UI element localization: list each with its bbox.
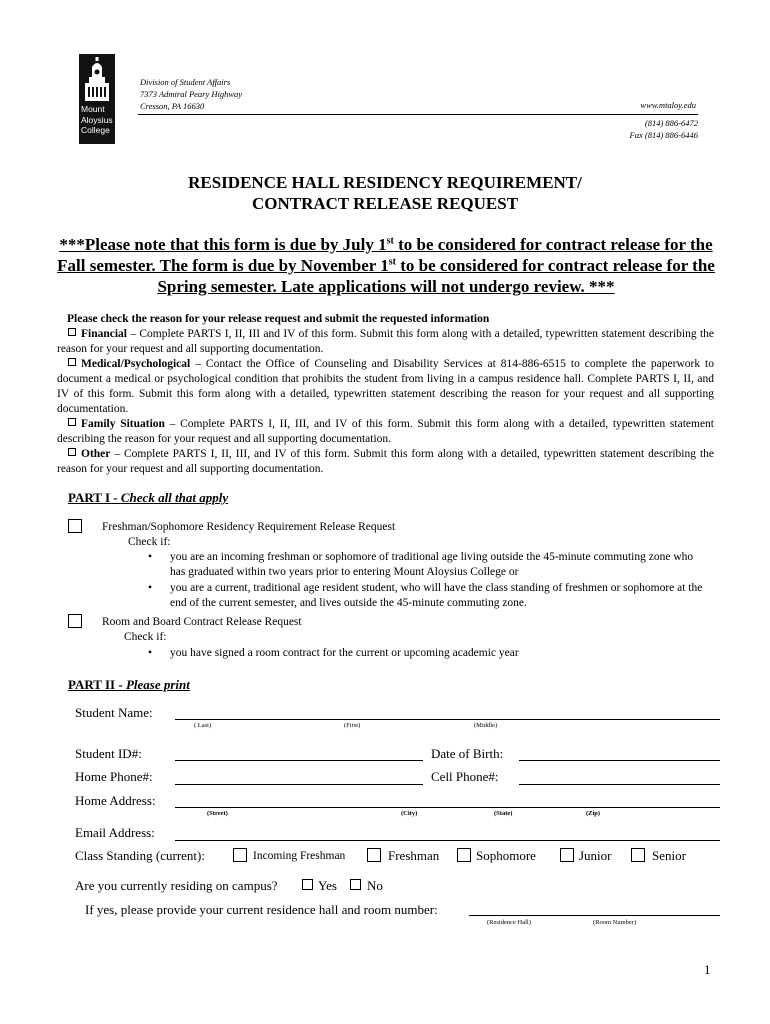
criteria-bullet: • you are an incoming freshman or sophomore of traditional age living outside the 45-minute commuting zone who has graduated within two years prior to entering Mount Aloysius College or — [170, 550, 710, 580]
criteria-bullet: • you are a current, traditional age resident student, who will have the class standing of freshmen or sophomore at the end of the current semester, and lives outside the 45-minute commuting zone. — [170, 581, 710, 611]
reason-text: – Complete PARTS I, II, III, and IV of this form. Submit this form along with a detailed, typewritten statement describing the reason for your request and all supporting documentation. — [57, 448, 714, 475]
home-address-field[interactable] — [175, 807, 720, 808]
phone-number: (814) 886-6472 — [644, 118, 698, 128]
check-if-label: Check if: — [128, 536, 171, 548]
yes-checkbox[interactable] — [302, 879, 313, 890]
sub-city: (City) — [401, 810, 418, 817]
senior-label: Senior — [652, 848, 686, 863]
family-checkbox[interactable] — [68, 418, 76, 426]
logo-wordmark — [79, 104, 115, 136]
incoming-freshman-label: Incoming Freshman — [253, 850, 346, 862]
no-checkbox[interactable] — [350, 879, 361, 890]
form-title-line1: RESIDENCE HALL RESIDENCY REQUIREMENT/ — [188, 173, 582, 192]
reason-financial — [57, 327, 714, 357]
fax-number: Fax (814) 886-6446 — [629, 130, 698, 140]
address-line: 7373 Admiral Peary Highway — [140, 89, 243, 99]
student-name-label: Student Name: — [75, 705, 153, 720]
medical-checkbox[interactable] — [68, 358, 76, 366]
option-room-board-release: Room and Board Contract Release Request — [102, 616, 302, 628]
residency-release-checkbox[interactable] — [68, 519, 82, 533]
reasons-header: Please check the reason for your release request and submit the requested information — [67, 313, 490, 325]
website-link[interactable]: www.mtaloy.edu — [640, 100, 696, 110]
notice-text: to be considered for contract release for the Spring semester. Late applications will not undergo review. *** — [157, 256, 715, 296]
release-reasons — [57, 312, 714, 477]
incoming-freshman-checkbox[interactable] — [233, 848, 247, 862]
student-id-field[interactable] — [175, 760, 423, 761]
reason-label: Family Situation — [81, 418, 165, 430]
reason-text: – Complete PARTS I, II, III, and IV of this form. Submit this form along with a detailed, typewritten statement describing the reason for your request and all supporting documentation. — [57, 418, 714, 445]
deadline-notice — [56, 234, 716, 297]
sub-middle: (Middle) — [474, 722, 498, 729]
senior-checkbox[interactable] — [631, 848, 645, 862]
room-board-release-checkbox[interactable] — [68, 614, 82, 628]
residence-hall-question: If yes, please provide your current residence hall and room number: — [85, 902, 438, 917]
clock-tower-icon — [82, 57, 112, 103]
freshman-checkbox[interactable] — [367, 848, 381, 862]
residence-hall-field[interactable] — [469, 915, 720, 916]
reason-text: – Complete PARTS I, II, III and IV of this form. Submit this form along with a detailed, typewritten statement describing the reason for your request and all supporting documentation. — [57, 328, 714, 355]
page-number: 1 — [704, 962, 711, 977]
part1-heading — [68, 490, 228, 506]
form-title-line2: CONTRACT RELEASE REQUEST — [251, 194, 519, 213]
part2-heading — [68, 677, 190, 693]
sophomore-checkbox[interactable] — [457, 848, 471, 862]
reason-family — [57, 417, 714, 447]
notice-text: to be considered for contract release for the Fall semester. The form is due by November 1 — [57, 235, 713, 275]
no-label: No — [367, 878, 383, 893]
student-name-field[interactable] — [175, 719, 720, 720]
home-address-label: Home Address: — [75, 793, 156, 808]
part-heading: Please print — [125, 677, 190, 692]
sub-residence-hall: (Residence Hall) — [487, 919, 531, 926]
cell-phone-field[interactable] — [519, 784, 720, 785]
check-if-label: Check if: — [124, 631, 167, 643]
junior-label: Junior — [579, 848, 612, 863]
freshman-label: Freshman — [388, 848, 440, 863]
sub-first: (First) — [344, 722, 361, 729]
logo-line: College — [81, 125, 110, 135]
logo-line: Aloysius — [81, 114, 113, 125]
home-phone-field[interactable] — [175, 784, 423, 785]
sub-last: ( Last) — [194, 722, 212, 729]
dob-label: Date of Birth: — [431, 746, 504, 761]
reason-medical — [57, 357, 714, 417]
reason-label: Medical/Psychological — [81, 358, 191, 370]
part-label: PART II - — [68, 677, 126, 692]
cell-phone-label: Cell Phone#: — [431, 769, 499, 784]
junior-checkbox[interactable] — [560, 848, 574, 862]
email-field[interactable] — [175, 840, 720, 841]
address-line: Division of Student Affairs — [140, 77, 231, 87]
notice-text: ***Please note that this form is due by July 1 — [59, 235, 387, 254]
part-label: PART I - — [68, 490, 121, 505]
address-line: Cresson, PA 16630 — [140, 101, 205, 111]
sub-room-number: (Room Number) — [593, 919, 637, 926]
class-standing-label: Class Standing (current): — [75, 848, 205, 863]
email-label: Email Address: — [75, 825, 155, 840]
reason-text: – Contact the Office of Counseling and Disability Services at 814-886-6515 to complete the paperwork to document a medical or psychological condition that prohibits the student from living in a campus residence hall. Complete PARTS I, II, and IV of this form. Submit this form along with a detailed, typewritten statement describing the reason for your request and all supporting documentation. — [57, 358, 714, 415]
home-phone-label: Home Phone#: — [75, 769, 153, 784]
student-id-label: Student ID#: — [75, 746, 142, 761]
residing-question: Are you currently residing on campus? — [75, 878, 278, 893]
financial-checkbox[interactable] — [68, 328, 76, 336]
contact-numbers — [630, 117, 698, 141]
reason-other — [57, 447, 714, 477]
criteria-bullet: • you have signed a room contract for the current or upcoming academic year — [170, 646, 710, 661]
sophomore-label: Sophomore — [476, 848, 536, 863]
sub-street: (Street) — [207, 810, 228, 817]
letterhead-divider — [138, 114, 698, 115]
dob-field[interactable] — [519, 760, 720, 761]
sub-zip: (Zip) — [586, 810, 601, 817]
option-residency-release: Freshman/Sophomore Residency Requirement Release Request — [102, 521, 396, 533]
yes-label: Yes — [318, 878, 337, 893]
college-logo — [79, 54, 115, 144]
notice-sup: st — [386, 235, 394, 247]
sub-state: (State) — [494, 810, 513, 817]
reason-label: Other — [81, 448, 111, 460]
reason-label: Financial — [81, 328, 128, 340]
part-heading: Check all that apply — [120, 490, 229, 505]
notice-sup: st — [388, 256, 397, 268]
other-checkbox[interactable] — [68, 448, 76, 456]
logo-line: Mount — [81, 104, 105, 114]
office-address — [140, 76, 242, 112]
